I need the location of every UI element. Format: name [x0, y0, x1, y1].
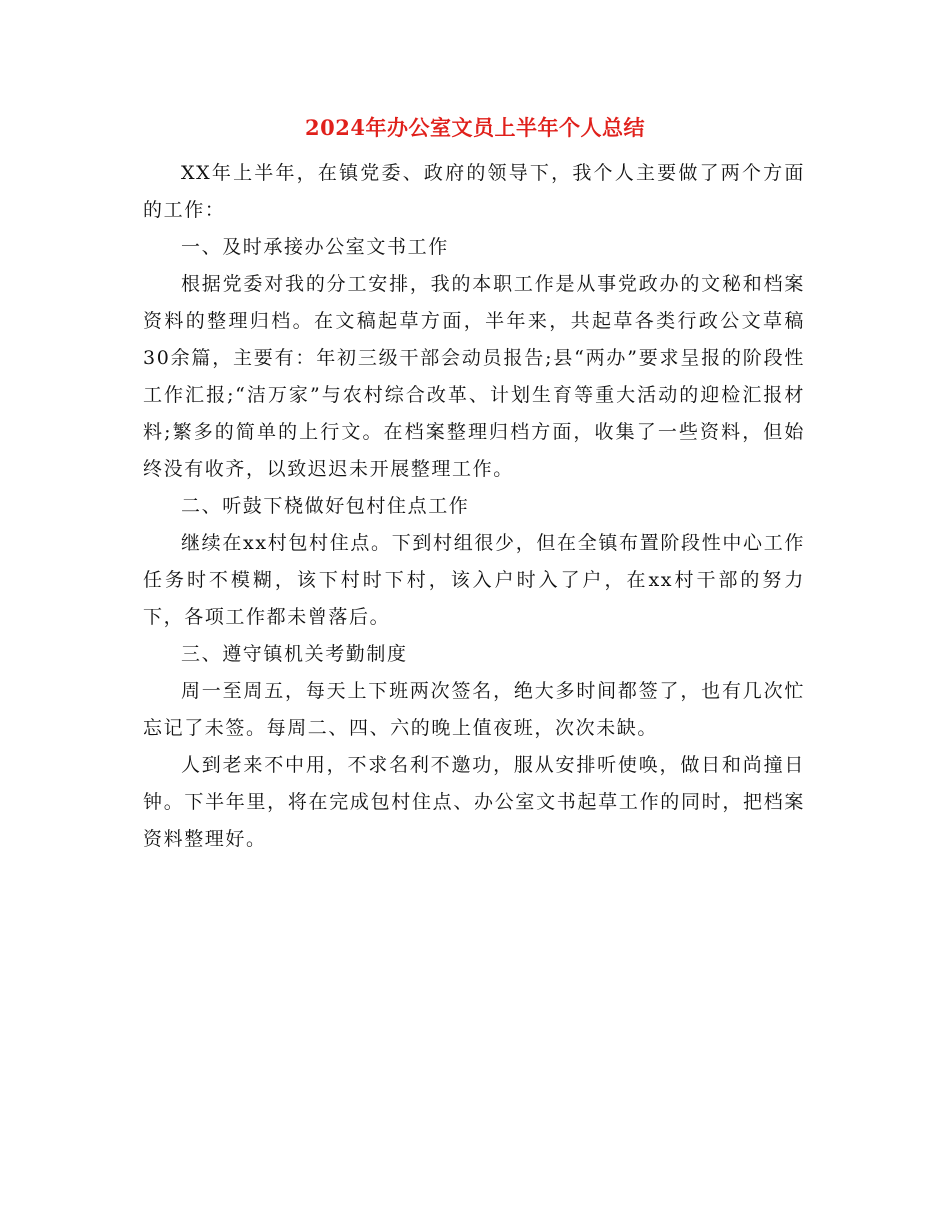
paragraph-section-1: 根据党委对我的分工安排，我的本职工作是从事党政办的文秘和档案资料的整理归档。在文稿起草方面，半年来，共起草各类行政公文草稿30余篇，主要有：年初三级干部会动员报告;县“两办”要求呈报的阶段性工作汇报;“洁万家”与农村综合改革、计划生育等重大活动的迎检汇报材料;繁多的简单的上行文。在档案整理归档方面，收集了一些资料，但始终没有收齐，以致迟迟未开展整理工作。	[143, 273, 805, 480]
section-heading-3: 三、遵守镇机关考勤制度	[181, 643, 408, 665]
section-heading-2: 二、听鼓下桡做好包村住点工作	[181, 495, 470, 517]
paragraph-section-3: 周一至周五，每天上下班两次签名，绝大多时间都签了，也有几次忙忘记了未签。每周二、四、六的晚上值夜班，次次未缺。	[143, 680, 805, 739]
paragraph-intro: XX年上半年，在镇党委、政府的领导下，我个人主要做了两个方面的工作：	[143, 162, 805, 221]
document-title: 2024年办公室文员上半年个人总结	[305, 115, 645, 140]
paragraph-section-2: 继续在xx村包村住点。下到村组很少，但在全镇布置阶段性中心工作任务时不模糊，该下村时下村，该入户时入了户，在xx村干部的努力下，各项工作都未曾落后。	[143, 532, 805, 628]
document-body	[143, 155, 805, 858]
paragraph-closing: 人到老来不中用，不求名利不邀功，服从安排听使唤，做日和尚撞日钟。下半年里，将在完成包村住点、办公室文书起草工作的同时，把档案资料整理好。	[143, 754, 805, 850]
section-heading-1: 一、及时承接办公室文书工作	[181, 236, 449, 258]
